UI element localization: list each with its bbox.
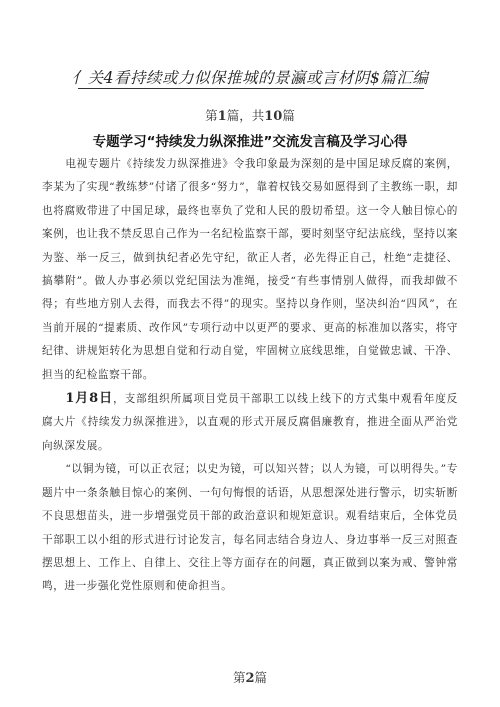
chapter-2-label-suffix: 篇 — [254, 670, 268, 685]
document-title: 亻关4看持续或力似保推城的景瀛或言材阴$篇汇编 — [71, 69, 429, 87]
title-underline — [78, 88, 424, 89]
chapter-2-number: 2 — [245, 671, 255, 686]
chapter-2-label-prefix: 第 — [232, 670, 246, 685]
chapter-1-label-prefix: 第 — [205, 108, 218, 123]
paragraph-2 — [42, 387, 458, 458]
chapter-1-number: 1 — [217, 109, 227, 124]
paragraph-1: 电视专题片《持续发力纵深推进》令我印象最为深刻的是中国足球反腐的案例，李某为了实现“教练梦”付诸了很多“努力”，靠着权钱交易如愿得到了主教练一职，却也将腐败带进了中国足球，最终也辜负了党和人民的殷切希望。这一令人触目惊心的案例，也让我不禁反思自己作为一名纪检监察干部，要时刻坚守纪法底线，坚持以案为鉴、举一反三，做到执纪者必先守纪，欲正人者，必先得正自己，杜绝“走捷径、搞攀附”。做人办事必须以党纪国法为准绳，接受“有些事情别人做得，而我却做不得；有些地方别人去得，而我去不得”的现实。坚持以身作则，坚决纠治“四风”，在当前开展的“提素质、改作风”专项行动中以更严的要求、更高的标准加以落实，将守纪律、讲规矩转化为思想自觉和行动自觉，牢固树立底线思维，自觉做忠诚、干净、担当的纪检监察干部。 — [42, 158, 458, 381]
chapter-1-heading: 专题学习“持续发力纵深推进”交流发言稿及学习心得 — [92, 134, 408, 150]
chapter-total-number: 10 — [264, 109, 283, 124]
chapter-1-body — [42, 153, 458, 599]
paragraph-2-text: ，支部组织所属项目党员干部职工以线上线下的方式集中观看年度反腐大片《持续发力纵深推进》，以直观的形式开展反腐倡廉教育，推进全面从严治党向纵深发展。 — [42, 393, 458, 452]
chapter-1-label-suffix: 篇 — [282, 108, 295, 123]
chapter-2-label — [0, 668, 500, 686]
chapter-1-label-mid: 篇，共 — [226, 108, 265, 123]
chapter-1-label — [0, 106, 500, 124]
paragraph-2-date: 1月8日 — [65, 391, 114, 407]
paragraph-3: “以铜为镜，可以正衣冠；以史为镜，可以知兴替；以人为镜，可以明得失。”专题片中一条条触目惊心的案例、一句句悔恨的话语，从思想深处进行警示，切实斩断不良思想苗头，进一步增强党员干部的政治意识和规矩意识。观看结束后，全体党员干部职工以小组的形式进行讨论发言，每名同志结合身边人、身边事举一反三对照查摆思想上、工作上、自律上、交往上等方面存在的问题，真正做到以案为戒、警钟常鸣，进一步强化党性原则和使命担当。 — [42, 463, 458, 593]
